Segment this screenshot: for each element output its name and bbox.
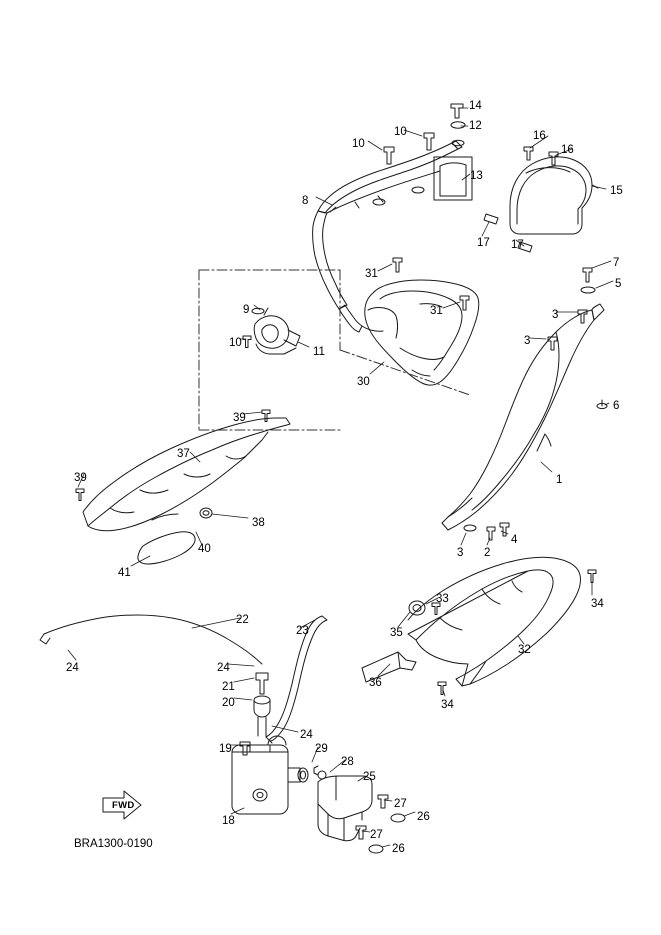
callout-number: 32	[518, 644, 531, 656]
callout-number: 41	[118, 567, 131, 579]
callout-number: 35	[390, 627, 403, 639]
part-32-cover	[408, 557, 580, 686]
callout-number: 39	[74, 472, 87, 484]
part-37-trim	[83, 418, 290, 531]
callout-number: 12	[469, 120, 482, 132]
part-13-bracket	[434, 157, 472, 200]
callout-number: 7	[613, 257, 620, 269]
callout-number: 3	[524, 335, 531, 347]
callout-number: 27	[370, 829, 383, 841]
part-1-side-cover	[442, 304, 604, 530]
callout-number: 26	[417, 811, 430, 823]
callout-number: 10	[394, 126, 407, 138]
callout-number: 34	[591, 598, 604, 610]
callout-number: 10	[229, 337, 242, 349]
fasteners-part-12-14	[451, 104, 465, 146]
fasteners-part-16-17	[484, 147, 558, 252]
callout-number: 9	[243, 304, 250, 316]
part-15-handle	[510, 157, 598, 234]
callout-number: 10	[352, 138, 365, 150]
fasteners-part-8	[373, 133, 434, 205]
callout-number: 36	[369, 677, 382, 689]
callout-number: 38	[252, 517, 265, 529]
callout-number: 13	[470, 170, 483, 182]
callout-number: 24	[217, 662, 230, 674]
callout-number: 22	[236, 614, 249, 626]
callout-number: 33	[436, 593, 449, 605]
callout-number: 11	[313, 346, 325, 358]
fasteners-part-33-34-35	[409, 570, 596, 695]
callout-number: 20	[222, 697, 235, 709]
callout-number: 5	[615, 278, 622, 290]
callout-number: 25	[363, 771, 376, 783]
fwd-direction-label: FWD	[112, 800, 135, 811]
callout-number: 26	[392, 843, 405, 855]
callout-number: 15	[610, 185, 623, 197]
diagram-part-code: BRA1300-0190	[74, 838, 153, 850]
part-21-20-connector	[254, 673, 270, 736]
callout-number: 4	[511, 534, 518, 546]
fasteners-part-19-29-28	[240, 737, 326, 779]
callout-number: 37	[177, 448, 190, 460]
part-41-grip	[138, 532, 195, 564]
callout-number: 28	[341, 756, 354, 768]
callout-number: 3	[457, 547, 464, 559]
callout-number: 16	[533, 130, 546, 142]
callout-number: 18	[222, 815, 235, 827]
callout-number: 29	[315, 743, 328, 755]
callout-number: 39	[233, 412, 246, 424]
callout-number: 17	[477, 237, 490, 249]
callout-number: 17	[511, 239, 524, 251]
callout-number: 24	[66, 662, 79, 674]
fasteners-part-39-38-40	[76, 410, 270, 520]
fasteners-part-1	[464, 268, 607, 540]
callout-number: 2	[484, 547, 491, 559]
callout-number: 31	[430, 305, 443, 317]
callout-number: 3	[552, 309, 559, 321]
callout-number: 31	[365, 268, 378, 280]
callout-number: 34	[441, 699, 454, 711]
callout-number: 23	[296, 625, 309, 637]
callout-number: 21	[222, 681, 235, 693]
callout-number: 24	[300, 729, 313, 741]
callout-number: 19	[219, 743, 232, 755]
callout-number: 1	[556, 474, 563, 486]
callout-number: 16	[561, 144, 574, 156]
callout-number: 40	[198, 543, 211, 555]
callout-number: 14	[469, 100, 482, 112]
callout-number: 6	[613, 400, 620, 412]
part-11-bracket	[254, 308, 300, 354]
callout-number: 27	[394, 798, 407, 810]
callout-number: 8	[302, 195, 309, 207]
callout-number: 30	[357, 376, 370, 388]
